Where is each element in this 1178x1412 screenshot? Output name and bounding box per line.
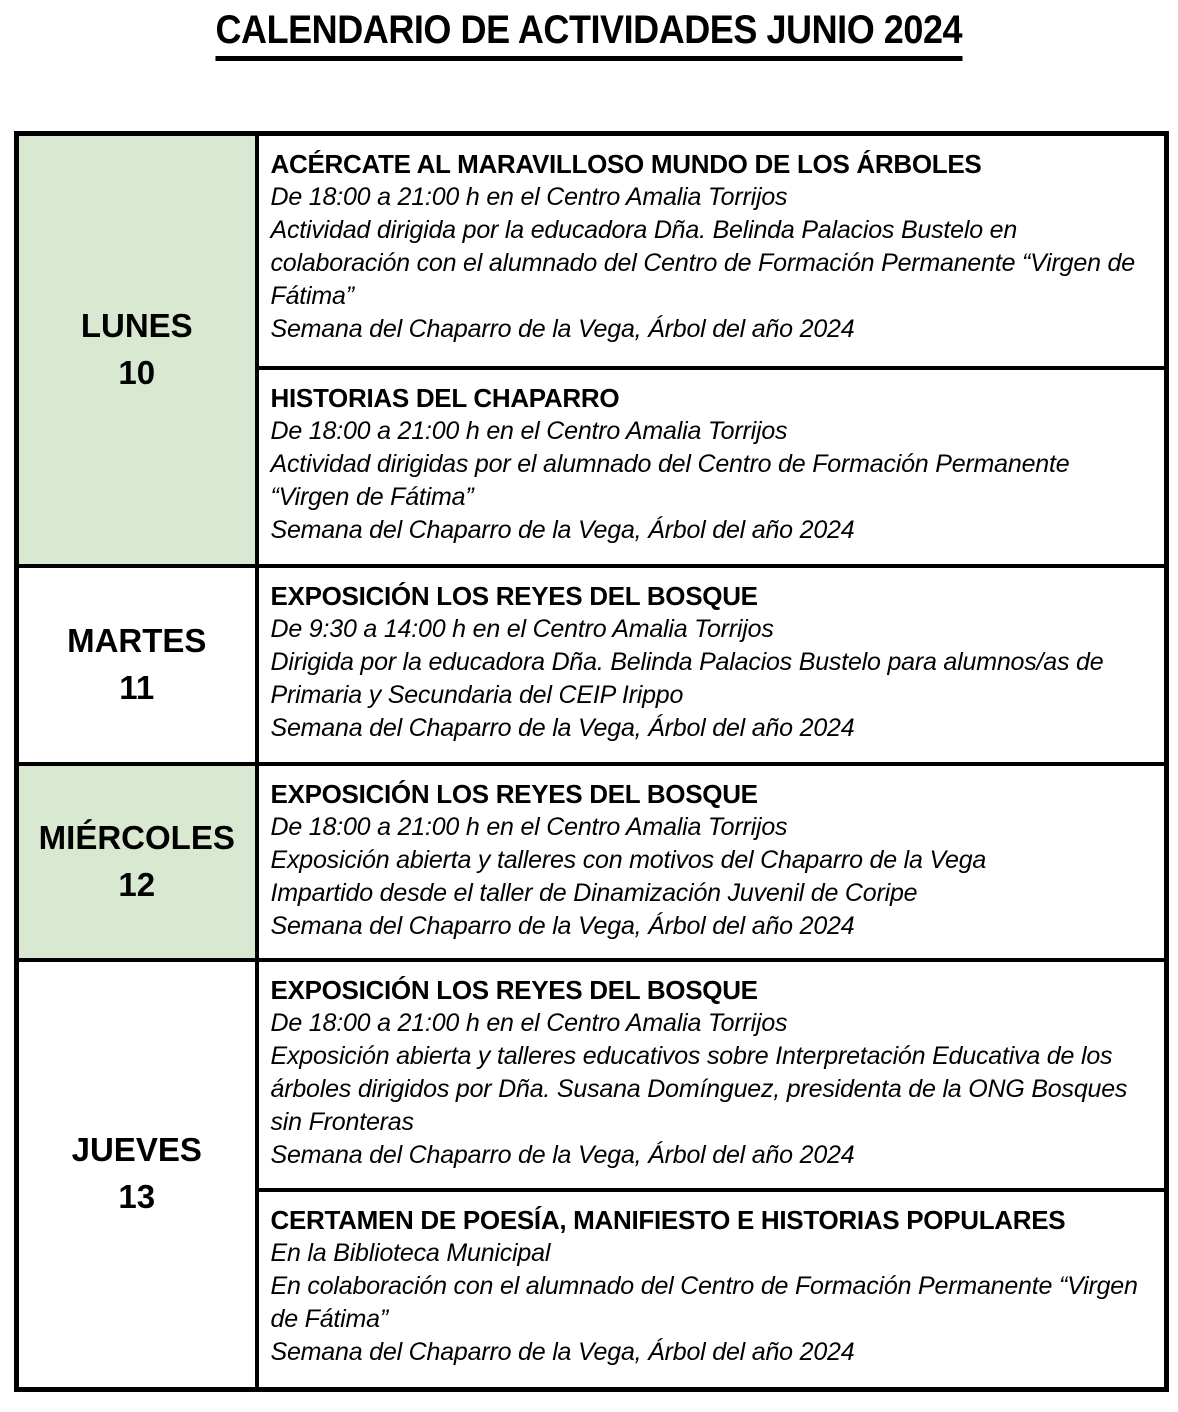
activity-detail: De 18:00 a 21:00 h en el Centro Amalia Torrijos: [270, 1008, 788, 1037]
activity-detail: Exposición abierta y talleres educativos sobre Interpretación Educativa de los árboles dirigidos por Dña. Susana Domínguez, presidenta de la ONG Bosques sin Fronteras: [270, 1041, 1128, 1136]
activity-title: HISTORIAS DEL CHAPARRO: [270, 382, 620, 413]
activity-cell: [257, 368, 1167, 566]
day-cell-martes: [17, 566, 257, 764]
activity-detail: Semana del Chaparro de la Vega, Árbol del año 2024: [270, 515, 855, 544]
table-row: [17, 764, 1167, 960]
activity-detail: En la Biblioteca Municipal: [270, 1238, 551, 1267]
activity-detail: De 9:30 a 14:00 h en el Centro Amalia Torrijos: [270, 614, 774, 643]
activity-detail: Semana del Chaparro de la Vega, Árbol del año 2024: [270, 911, 855, 940]
document-title: CALENDARIO DE ACTIVIDADES JUNIO 2024: [216, 8, 963, 61]
activity-detail: De 18:00 a 21:00 h en el Centro Amalia Torrijos: [270, 183, 788, 211]
day-name: JUEVES: [71, 1131, 202, 1169]
activity-detail: Actividad dirigida por la educadora Dña. Belinda Palacios Bustelo en colaboración con el alumnado del Centro de Formación Permanente “Virgen de Fátima”: [270, 216, 1135, 310]
activity-cell: [257, 764, 1167, 960]
activity-cell: [257, 960, 1167, 1190]
day-number: 13: [118, 1178, 156, 1216]
activity-detail: Semana del Chaparro de la Vega, Árbol del año 2024: [270, 1140, 855, 1169]
activity-detail: Semana del Chaparro de la Vega, Árbol del año 2024: [270, 1337, 855, 1366]
activity-detail: Exposición abierta y talleres con motivos del Chaparro de la Vega: [270, 845, 987, 874]
day-name: LUNES: [80, 306, 193, 344]
day-name: MIÉRCOLES: [38, 818, 235, 856]
table-row: [17, 960, 1167, 1190]
activity-title: ACÉRCATE AL MARAVILLOSO MUNDO DE LOS ÁRBOLES: [270, 149, 982, 179]
day-number: 12: [118, 865, 156, 903]
day-cell-miercoles: [17, 764, 257, 960]
activity-detail: Actividad dirigidas por el alumnado del Centro de Formación Permanente “Virgen de Fátima”: [270, 449, 1070, 511]
activity-detail: Semana del Chaparro de la Vega, Árbol del año 2024: [270, 315, 855, 343]
day-number: 11: [119, 668, 155, 706]
activity-title: EXPOSICIÓN LOS REYES DEL BOSQUE: [270, 974, 758, 1005]
activity-detail: Impartido desde el taller de Dinamización Juvenil de Coripe: [270, 878, 918, 907]
calendar-table: [14, 131, 1169, 1392]
activity-detail: Semana del Chaparro de la Vega, Árbol del año 2024: [270, 713, 855, 742]
activity-detail: De 18:00 a 21:00 h en el Centro Amalia Torrijos: [270, 812, 788, 841]
activity-detail: En colaboración con el alumnado del Centro de Formación Permanente “Virgen de Fátima”: [270, 1271, 1138, 1333]
activity-detail: Dirigida por la educadora Dña. Belinda Palacios Bustelo para alumnos/as de Primaria y Secundaria del CEIP Irippo: [270, 647, 1104, 709]
day-name: MARTES: [67, 621, 207, 659]
activity-title: EXPOSICIÓN LOS REYES DEL BOSQUE: [270, 580, 758, 611]
table-row: [17, 134, 1167, 368]
table-row: [17, 566, 1167, 764]
activity-title: EXPOSICIÓN LOS REYES DEL BOSQUE: [270, 778, 758, 809]
title-area: [0, 8, 1178, 61]
activity-title: CERTAMEN DE POESÍA, MANIFIESTO E HISTORIAS POPULARES: [270, 1204, 1066, 1235]
day-cell-jueves: [17, 960, 257, 1390]
activity-cell: [257, 1190, 1167, 1390]
activity-cell: [257, 134, 1167, 368]
activity-cell: [257, 566, 1167, 764]
day-cell-lunes: [17, 134, 257, 566]
activity-detail: De 18:00 a 21:00 h en el Centro Amalia Torrijos: [270, 416, 788, 445]
day-number: 10: [118, 353, 156, 391]
